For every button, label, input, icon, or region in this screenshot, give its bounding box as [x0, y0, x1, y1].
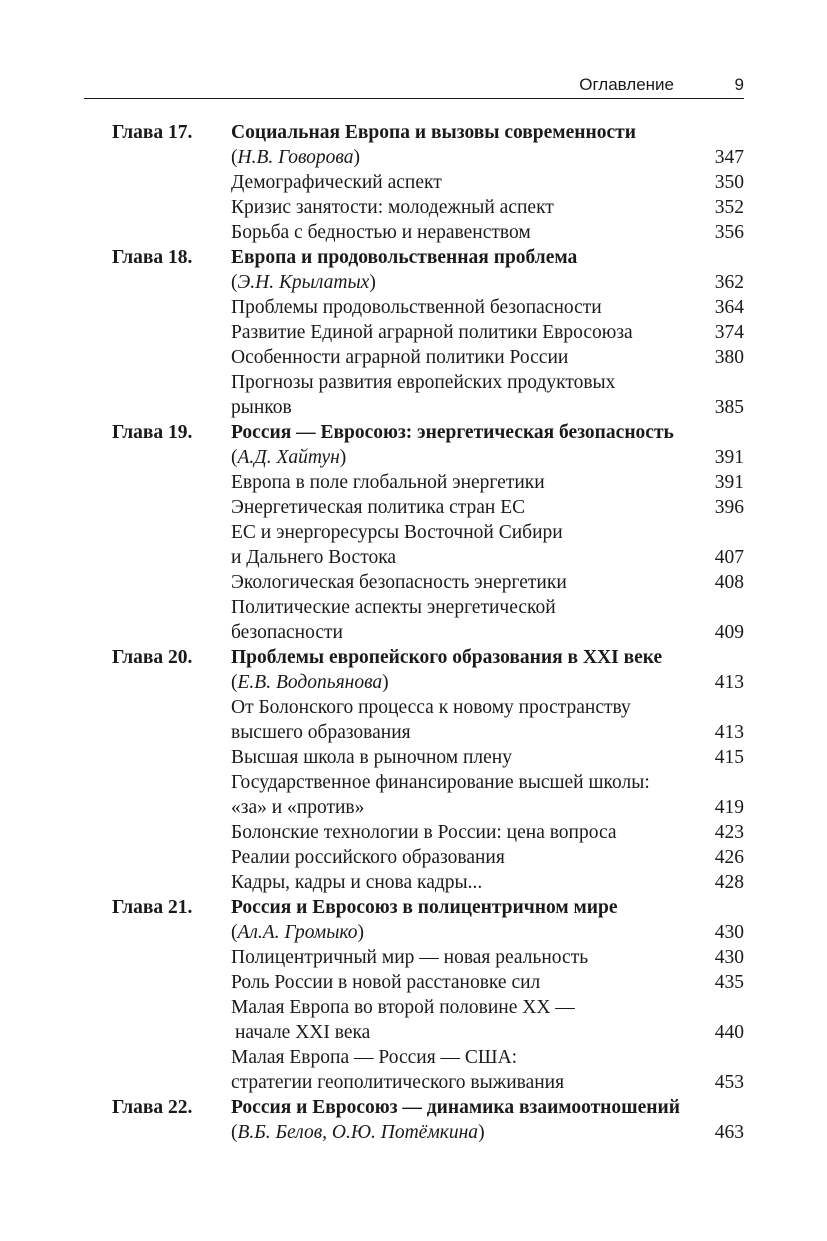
toc-entry-line [0, 820, 827, 845]
toc-entry-text: Политические аспекты энергетической [231, 597, 556, 618]
chapter-authors-names: Н.В. Говорова [237, 147, 354, 168]
toc-entry-line [0, 370, 827, 395]
chapter-authors: (Н.В. Говорова) [231, 147, 360, 168]
toc-chapter [0, 895, 827, 1095]
chapter-title: Россия и Евросоюз в полицентричном мире [231, 897, 618, 918]
chapter-label: Глава 22. [112, 1097, 193, 1118]
chapter-authors-page: 463 [714, 1122, 744, 1143]
toc-entry-line [0, 945, 827, 970]
chapter-title: Социальная Европа и вызовы современности [231, 122, 636, 143]
toc-entry-text: Малая Европа — Россия — США: [231, 1047, 518, 1068]
toc-entry-page: 352 [714, 197, 744, 218]
toc-entry-page: 453 [714, 1072, 744, 1093]
toc-entry-page: 413 [714, 722, 744, 743]
toc-entry-line [0, 1020, 827, 1045]
chapter-label: Глава 17. [112, 122, 193, 143]
toc-entry-page: 407 [714, 547, 744, 568]
running-header [84, 70, 744, 99]
chapter-heading-line [0, 895, 827, 920]
chapter-authors: (Е.В. Водопьянова) [231, 672, 389, 693]
chapter-authors-names: В.Б. Белов, О.Ю. Потёмкина [237, 1122, 479, 1143]
toc-entry-page: 419 [714, 797, 744, 818]
toc-entry-text: Болонские технологии в России: цена вопроса [231, 822, 617, 843]
toc-entry-text: Реалии российского образования [231, 847, 505, 868]
chapter-heading-line [0, 120, 827, 145]
chapter-authors-line [0, 1120, 827, 1145]
toc-entry-page: 374 [714, 322, 744, 343]
toc-entry-line [0, 745, 827, 770]
toc-entry-text: и Дальнего Востока [231, 547, 397, 568]
toc-entry-text: начале XXI века [235, 1022, 371, 1043]
toc-entry-text: рынков [231, 397, 292, 418]
chapter-authors-names: Э.Н. Крылатых [237, 272, 370, 293]
toc-entry-page: 440 [714, 1022, 744, 1043]
chapter-authors-page: 430 [714, 922, 744, 943]
toc-entry-text: Демографический аспект [231, 172, 442, 193]
chapter-authors-page: 347 [714, 147, 744, 168]
toc-entry-line [0, 220, 827, 245]
toc-entry-line [0, 345, 827, 370]
chapter-authors-line [0, 145, 827, 170]
toc-entry-text: Энергетическая политика стран ЕС [231, 497, 526, 518]
chapter-authors-page: 362 [714, 272, 744, 293]
toc-entry-page: 415 [714, 747, 744, 768]
toc-entry-line [0, 845, 827, 870]
toc-entry-text: Экологическая безопасность энергетики [231, 572, 567, 593]
toc-entry-text: Кадры, кадры и снова кадры... [231, 872, 483, 893]
chapter-authors: (Э.Н. Крылатых) [231, 272, 376, 293]
toc-entry-line [0, 770, 827, 795]
chapter-label: Глава 20. [112, 647, 193, 668]
toc-entry-page: 380 [714, 347, 744, 368]
toc-entry-page: 409 [714, 622, 744, 643]
toc-entry-page: 423 [714, 822, 744, 843]
toc-entry-text: Развитие Единой аграрной политики Евросоюза [231, 322, 633, 343]
toc-entry-line [0, 1070, 827, 1095]
toc-entry-line [0, 195, 827, 220]
toc-entry-line [0, 870, 827, 895]
toc-entry-text: стратегии геополитического выживания [231, 1072, 565, 1093]
header-title: Оглавление [579, 75, 674, 94]
toc-entry-text: безопасности [231, 622, 343, 643]
toc-entry-text: Полицентричный мир — новая реальность [231, 947, 589, 968]
toc-entry-text: Европа в поле глобальной энергетики [231, 472, 545, 493]
chapter-authors: (А.Д. Хайтун) [231, 447, 347, 468]
header-page-number: 9 [734, 75, 744, 94]
chapter-authors-line [0, 445, 827, 470]
table-of-contents [0, 120, 827, 1145]
toc-entry-text: Прогнозы развития европейских продуктовых [231, 372, 616, 393]
toc-chapter [0, 120, 827, 245]
toc-entry-text: Проблемы продовольственной безопасности [231, 297, 602, 318]
chapter-title: Россия — Евросоюз: энергетическая безопасность [231, 422, 674, 443]
chapter-heading-line [0, 420, 827, 445]
toc-entry-text: «за» и «против» [231, 797, 365, 818]
toc-entry-text: Особенности аграрной политики России [231, 347, 569, 368]
toc-chapter [0, 420, 827, 645]
chapter-authors-names: Е.В. Водопьянова [237, 672, 383, 693]
toc-entry-page: 428 [714, 872, 744, 893]
toc-entry-page: 430 [714, 947, 744, 968]
toc-chapter [0, 245, 827, 420]
toc-entry-line [0, 570, 827, 595]
chapter-heading-line [0, 245, 827, 270]
toc-entry-line [0, 1045, 827, 1070]
toc-entry-text: Государственное финансирование высшей школы: [231, 772, 650, 793]
chapter-label: Глава 19. [112, 422, 193, 443]
toc-entry-page: 408 [714, 572, 744, 593]
toc-entry-line [0, 720, 827, 745]
toc-entry-line [0, 395, 827, 420]
toc-entry-line [0, 695, 827, 720]
toc-entry-line [0, 520, 827, 545]
toc-entry-line [0, 295, 827, 320]
chapter-authors-page: 413 [714, 672, 744, 693]
toc-entry-line [0, 545, 827, 570]
toc-entry-line [0, 620, 827, 645]
chapter-label: Глава 18. [112, 247, 193, 268]
toc-entry-line [0, 995, 827, 1020]
toc-entry-text: Высшая школа в рыночном плену [231, 747, 512, 768]
chapter-authors-names: А.Д. Хайтун [237, 447, 340, 468]
chapter-heading-line [0, 1095, 827, 1120]
toc-entry-text: Малая Европа во второй половине XX — [231, 997, 575, 1018]
toc-entry-page: 364 [714, 297, 744, 318]
toc-chapter [0, 1095, 827, 1145]
toc-entry-text: Роль России в новой расстановке сил [231, 972, 541, 993]
toc-entry-page: 385 [714, 397, 744, 418]
toc-entry-line [0, 495, 827, 520]
toc-entry-page: 426 [714, 847, 744, 868]
chapter-authors-line [0, 270, 827, 295]
chapter-heading-line [0, 645, 827, 670]
chapter-title: Европа и продовольственная проблема [231, 247, 578, 268]
toc-entry-line [0, 595, 827, 620]
chapter-label: Глава 21. [112, 897, 193, 918]
toc-chapter [0, 645, 827, 895]
toc-entry-page: 356 [714, 222, 744, 243]
toc-entry-text: От Болонского процесса к новому пространству [231, 697, 631, 718]
chapter-authors-line [0, 670, 827, 695]
chapter-authors-names: Ал.А. Громыко [237, 922, 358, 943]
toc-entry-line [0, 470, 827, 495]
toc-entry-page: 435 [714, 972, 744, 993]
toc-entry-page: 396 [714, 497, 744, 518]
toc-entry-text: Кризис занятости: молодежный аспект [231, 197, 554, 218]
toc-entry-text: ЕС и энергоресурсы Восточной Сибири [231, 522, 563, 543]
chapter-authors: (В.Б. Белов, О.Ю. Потёмкина) [231, 1122, 485, 1143]
toc-entry-line [0, 795, 827, 820]
chapter-title: Россия и Евросоюз — динамика взаимоотношений [231, 1097, 680, 1118]
toc-entry-text: высшего образования [231, 722, 411, 743]
chapter-authors: (Ал.А. Громыко) [231, 922, 365, 943]
toc-entry-page: 391 [714, 472, 744, 493]
toc-entry-line [0, 970, 827, 995]
toc-entry-text: Борьба с бедностью и неравенством [231, 222, 531, 243]
toc-entry-page: 350 [714, 172, 744, 193]
toc-entry-line [0, 320, 827, 345]
chapter-authors-line [0, 920, 827, 945]
chapter-title: Проблемы европейского образования в XXI веке [231, 647, 663, 668]
toc-entry-line [0, 170, 827, 195]
chapter-authors-page: 391 [714, 447, 744, 468]
